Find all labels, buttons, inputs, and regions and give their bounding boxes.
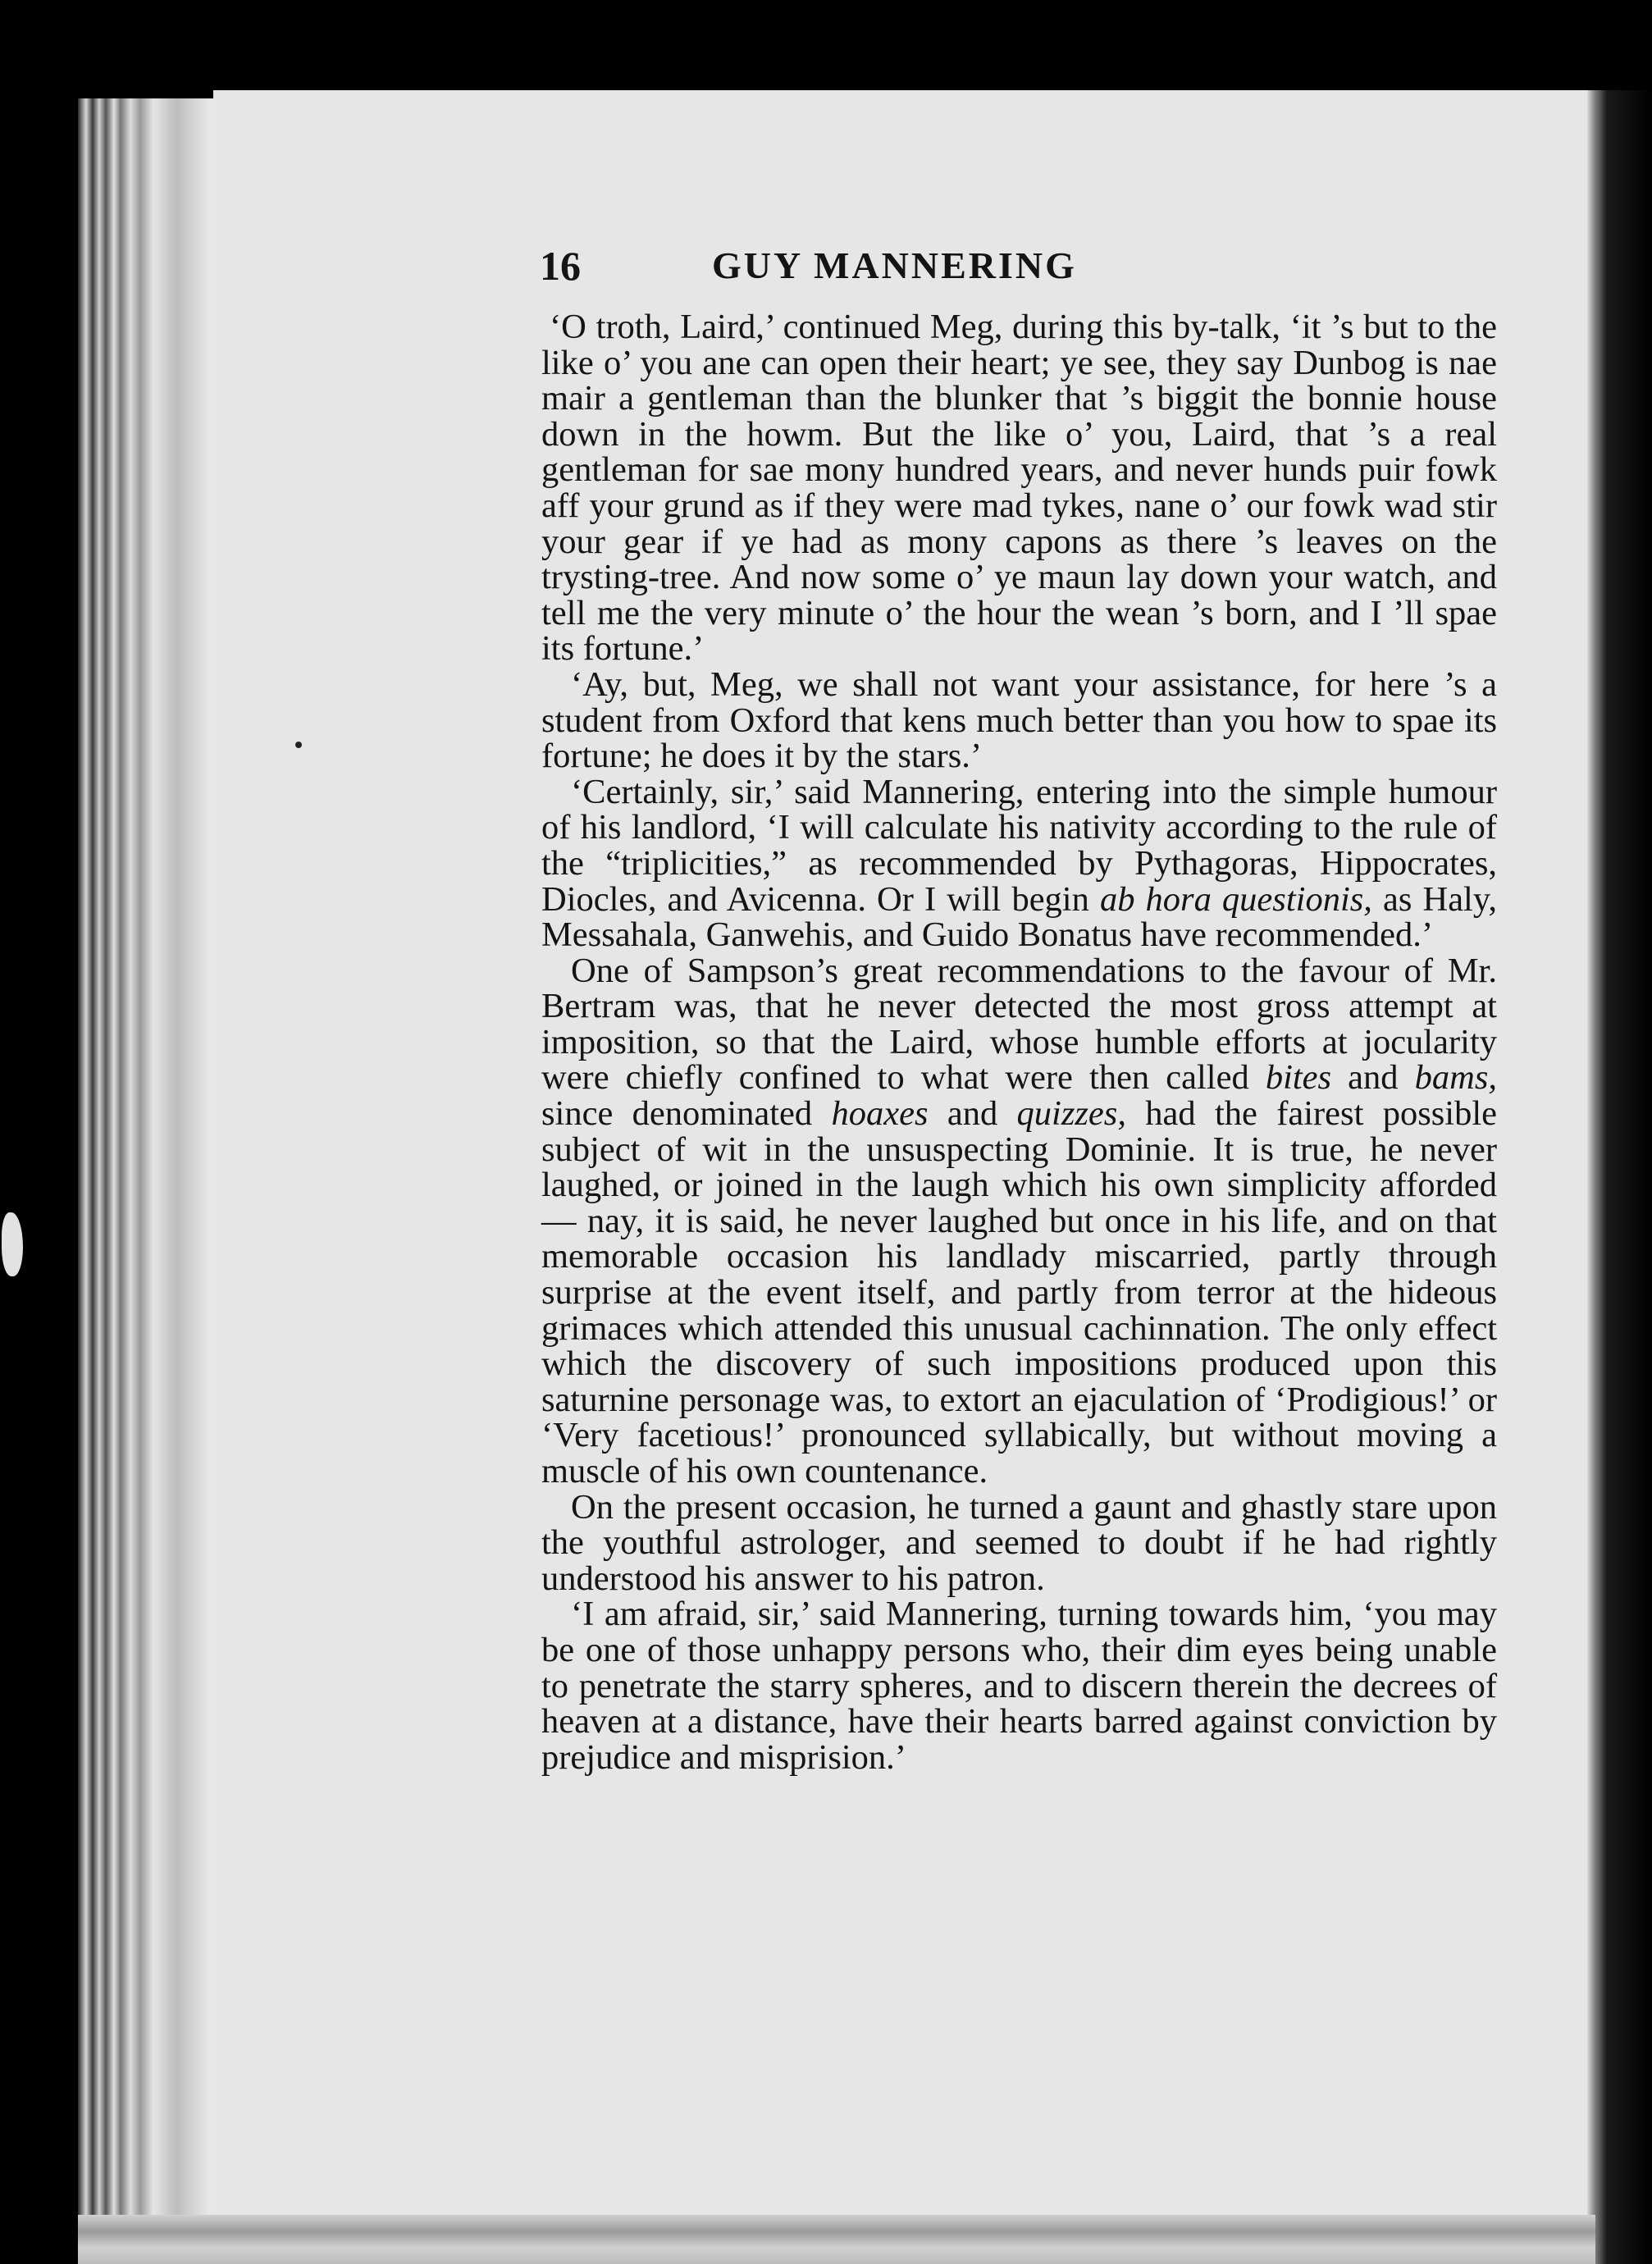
paragraph-text: since denominated [541,1094,832,1134]
page-bottom-edges [78,2215,1595,2264]
paragraph: ‘O troth, Laird,’ continued Meg, during this by-talk, ‘it ’s but to the like o’ you ane can open their heart; ye see, they say Dunbog is nae mair a gentleman than the blunker that ’s biggit the bonnie house down in the howm. But the like o’ you, Laird, that ’s a real gentleman for sae mony hundred years, and never hunds puir fowk aff your grund as if they were mad tykes, nane o’ our fowk wad stir your gear if ye had as mony capons as there ’s leaves on the trysting-tree. And now some o’ ye maun lay down your watch, and tell me the very minute o’ the hour the wean ’s born, and I ’ll spae its fortune.’ [541,308,1497,669]
paragraph-text: had the fairest possible subject of wit in the unsuspecting Dominie. It is true, he never laughed, or joined in the laugh which his own simplicity afforded — nay, it is said, he never laughed but once in his life, and on that memorable occasion his landlady miscarried, partly through surprise at the event itself, and partly from terror at the hideous grimaces which attended this unusual cachinnation. The only effect which the discovery of such impositions produced upon this saturnine personage was, to extort an ejaculation of ‘Prodigious!’ or ‘Very facetious!’ pronounced syllabically, but without moving a muscle of his own countenance. [541,1094,1498,1490]
paragraph-text: One of Sampson’s great recommendations to the favour of Mr. Bertram was, that he never detected the most gross attempt at imposition, so that the Laird, whose humble efforts at jocularity were chiefly confined to what were then called [541,951,1497,1098]
paragraph-text: as Haly, Messahala, Ganwehis, and Guido Bonatus have recommended.’ [541,879,1497,955]
paragraph [541,774,1497,953]
italic-word: hoaxes [831,1094,929,1134]
page-number: 16 [540,243,581,289]
ink-speck [295,742,302,748]
italic-word: bams, [1414,1058,1497,1098]
thumb-mark [2,1212,23,1276]
paragraph: ‘I am afraid, sir,’ said Mannering, turning towards him, ‘you may be one of those unhappy persons who, their dim eyes being unable to penetrate the starry spheres, and to discern therein the decrees of heaven at a distance, have their hearts barred against conviction by prejudice and misprision.’ [541,1595,1497,1777]
paragraph: ‘Ay, but, Meg, we shall not want your assistance, for here ’s a student from Oxford that kens much better than you how to spae its fortune; he does it by the stars.’ [541,664,1497,776]
latin-phrase: ab hora questionis, [1099,879,1372,919]
page-gutter-shadow [1587,90,1652,2264]
paragraph-text: and [1331,1058,1415,1098]
body-text [541,309,1497,1775]
paragraph: On the present occasion, he turned a gaunt and ghastly stare upon the youthful astrologer, and seemed to doubt if he had rightly understood his answer to his patron. [541,1487,1497,1598]
paragraph-text: and [928,1094,1017,1134]
page-header [540,243,1204,289]
italic-word: bites [1265,1058,1332,1098]
paragraph [541,953,1497,1490]
running-title: GUY MANNERING [712,244,1077,286]
italic-word: quizzes, [1016,1094,1126,1134]
paragraph-text: ‘Certainly, sir,’ said Mannering, entering into the simple humour of his landlord, ‘I will calculate his nativity according to the rule of the “triplicities,” as recommended by Pythagoras, Hippocrates, Diocles, and Avicenna. Or I will begin [541,772,1497,919]
